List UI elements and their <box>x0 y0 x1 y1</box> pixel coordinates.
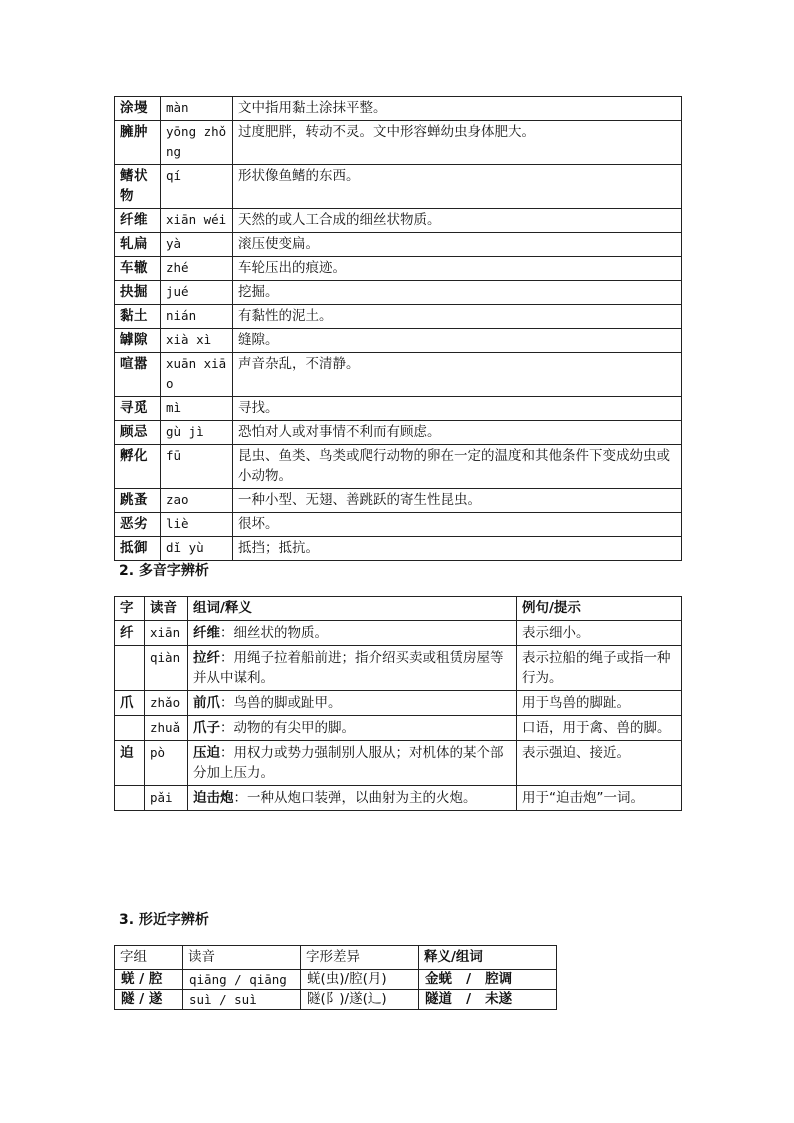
polyphonic-char: 纤 <box>115 621 145 646</box>
polyphonic-row <box>115 741 682 786</box>
polyphonic-hint: 表示细小。 <box>517 621 682 646</box>
shape-reading: suì / suì <box>183 990 301 1010</box>
vocab-pinyin: jué <box>161 281 233 305</box>
vocab-meaning: 滚压使变扁。 <box>233 233 682 257</box>
header-hint: 例句/提示 <box>517 597 682 621</box>
polyphonic-term: 拉纤 <box>193 650 220 666</box>
polyphonic-definition: ：细丝状的物质。 <box>220 625 328 641</box>
polyphonic-pinyin: pǎi <box>145 786 188 811</box>
polyphonic-char <box>115 646 145 691</box>
polyphonic-meaning <box>188 691 517 716</box>
vocab-row <box>115 281 682 305</box>
vocab-word: 跳蚤 <box>115 489 161 513</box>
shape-diff: 蜣(虫)/腔(月) <box>301 970 419 990</box>
vocab-row <box>115 233 682 257</box>
polyphonic-char: 爪 <box>115 691 145 716</box>
shape-meaning: 金蜣 / 腔调 <box>419 970 557 990</box>
vocab-row <box>115 513 682 537</box>
polyphonic-hint: 表示拉船的绳子或指一种行为。 <box>517 646 682 691</box>
vocab-row <box>115 489 682 513</box>
section-2-heading: 2. 多音字辨析 <box>119 563 209 579</box>
polyphonic-char <box>115 716 145 741</box>
polyphonic-row <box>115 716 682 741</box>
shape-diff: 隧(阝)/遂(辶) <box>301 990 419 1010</box>
vocab-meaning: 有黏性的泥土。 <box>233 305 682 329</box>
vocab-row <box>115 209 682 233</box>
polyphonic-meaning <box>188 646 517 691</box>
similar-shape-table-body <box>115 970 557 1010</box>
vocab-pinyin: xià xì <box>161 329 233 353</box>
polyphonic-definition: ：动物的有尖甲的脚。 <box>220 720 355 736</box>
vocab-meaning: 形状像鱼鳍的东西。 <box>233 165 682 209</box>
vocab-word: 车辙 <box>115 257 161 281</box>
header-diff: 字形差异 <box>301 946 419 970</box>
polyphonic-hint: 口语，用于禽、兽的脚。 <box>517 716 682 741</box>
vocab-row <box>115 421 682 445</box>
vocab-pinyin: xiān wéi <box>161 209 233 233</box>
header-reading: 读音 <box>145 597 188 621</box>
polyphonic-row <box>115 621 682 646</box>
vocab-meaning: 天然的或人工合成的细丝状物质。 <box>233 209 682 233</box>
polyphonic-table-body <box>115 621 682 811</box>
polyphonic-row <box>115 786 682 811</box>
polyphonic-hint: 用于鸟兽的脚趾。 <box>517 691 682 716</box>
vocab-row <box>115 445 682 489</box>
polyphonic-term: 前爪 <box>193 695 220 711</box>
vocab-meaning: 抵挡；抵抗。 <box>233 537 682 561</box>
header-reading: 读音 <box>183 946 301 970</box>
vocab-meaning: 寻找。 <box>233 397 682 421</box>
vocab-pinyin: zao <box>161 489 233 513</box>
polyphonic-meaning <box>188 786 517 811</box>
polyphonic-definition: ：用绳子拉着船前进；指介绍买卖或租赁房屋等并从中谋利。 <box>193 650 504 686</box>
vocab-row <box>115 353 682 397</box>
vocab-row <box>115 537 682 561</box>
polyphonic-hint: 表示强迫、接近。 <box>517 741 682 786</box>
vocab-pinyin: yōng zhǒng <box>161 121 233 165</box>
header-meaning: 组词/释义 <box>188 597 517 621</box>
polyphonic-pinyin: zhuǎ <box>145 716 188 741</box>
polyphonic-definition: ：一种从炮口装弹，以曲射为主的火炮。 <box>233 790 477 806</box>
vocab-pinyin: dǐ yù <box>161 537 233 561</box>
vocab-meaning: 车轮压出的痕迹。 <box>233 257 682 281</box>
polyphonic-meaning <box>188 716 517 741</box>
polyphonic-definition: ：鸟兽的脚或趾甲。 <box>220 695 342 711</box>
vocab-meaning: 过度肥胖，转动不灵。文中形容蝉幼虫身体肥大。 <box>233 121 682 165</box>
vocab-pinyin: zhé <box>161 257 233 281</box>
polyphonic-row <box>115 691 682 716</box>
vocab-word: 黏土 <box>115 305 161 329</box>
vocab-word: 顾忌 <box>115 421 161 445</box>
vocab-word: 寻觅 <box>115 397 161 421</box>
vocab-word: 抵御 <box>115 537 161 561</box>
vocab-pinyin: xuān xiāo <box>161 353 233 397</box>
polyphonic-term: 爪子 <box>193 720 220 736</box>
vocab-meaning: 昆虫、鱼类、鸟类或爬行动物的卵在一定的温度和其他条件下变成幼虫或小动物。 <box>233 445 682 489</box>
vocab-meaning: 挖掘。 <box>233 281 682 305</box>
vocab-word: 鳍状物 <box>115 165 161 209</box>
shape-header-row <box>115 946 557 970</box>
vocab-word: 恶劣 <box>115 513 161 537</box>
polyphonic-term: 压迫 <box>193 745 220 761</box>
vocab-pinyin: liè <box>161 513 233 537</box>
vocab-row <box>115 305 682 329</box>
header-group: 字组 <box>115 946 183 970</box>
polyphonic-term: 纤维 <box>193 625 220 641</box>
vocab-pinyin: nián <box>161 305 233 329</box>
shape-group: 蜣 / 腔 <box>115 970 183 990</box>
vocab-word: 喧嚣 <box>115 353 161 397</box>
polyphonic-header-row <box>115 597 682 621</box>
vocab-meaning: 恐怕对人或对事情不利而有顾虑。 <box>233 421 682 445</box>
section-3-heading: 3. 形近字辨析 <box>119 912 209 928</box>
polyphonic-table <box>114 596 682 811</box>
polyphonic-char <box>115 786 145 811</box>
polyphonic-definition: ：用权力或势力强制别人服从；对机体的某个部分加上压力。 <box>193 745 504 781</box>
vocab-row <box>115 97 682 121</box>
vocab-word: 臃肿 <box>115 121 161 165</box>
vocab-row <box>115 257 682 281</box>
polyphonic-char: 迫 <box>115 741 145 786</box>
polyphonic-pinyin: xiān <box>145 621 188 646</box>
vocab-meaning: 声音杂乱，不清静。 <box>233 353 682 397</box>
vocab-row <box>115 329 682 353</box>
vocab-pinyin: mì <box>161 397 233 421</box>
polyphonic-pinyin: qiàn <box>145 646 188 691</box>
vocabulary-table <box>114 96 682 561</box>
vocab-word: 涂墁 <box>115 97 161 121</box>
header-char: 字 <box>115 597 145 621</box>
vocab-word: 轧扁 <box>115 233 161 257</box>
polyphonic-hint: 用于“迫击炮”一词。 <box>517 786 682 811</box>
vocab-word: 孵化 <box>115 445 161 489</box>
shape-reading: qiāng / qiāng <box>183 970 301 990</box>
polyphonic-meaning <box>188 741 517 786</box>
polyphonic-pinyin: pò <box>145 741 188 786</box>
vocab-pinyin: màn <box>161 97 233 121</box>
vocab-word: 抉掘 <box>115 281 161 305</box>
vocab-pinyin: yà <box>161 233 233 257</box>
vocab-meaning: 很坏。 <box>233 513 682 537</box>
vocab-meaning: 缝隙。 <box>233 329 682 353</box>
similar-shape-table <box>114 945 557 1010</box>
similar-shape-row <box>115 990 557 1010</box>
vocab-row <box>115 165 682 209</box>
similar-shape-row <box>115 970 557 990</box>
vocab-word: 罅隙 <box>115 329 161 353</box>
polyphonic-term: 迫击炮 <box>193 790 234 806</box>
vocabulary-table-body <box>115 97 682 561</box>
vocab-meaning: 一种小型、无翅、善跳跃的寄生性昆虫。 <box>233 489 682 513</box>
vocab-row <box>115 397 682 421</box>
vocab-word: 纤维 <box>115 209 161 233</box>
polyphonic-pinyin: zhǎo <box>145 691 188 716</box>
polyphonic-meaning <box>188 621 517 646</box>
vocab-pinyin: gù jì <box>161 421 233 445</box>
shape-meaning: 隧道 / 未遂 <box>419 990 557 1010</box>
vocab-pinyin: qí <box>161 165 233 209</box>
polyphonic-row <box>115 646 682 691</box>
header-meaning: 释义/组词 <box>419 946 557 970</box>
vocab-pinyin: fū <box>161 445 233 489</box>
vocab-row <box>115 121 682 165</box>
vocab-meaning: 文中指用黏土涂抹平整。 <box>233 97 682 121</box>
shape-group: 隧 / 遂 <box>115 990 183 1010</box>
